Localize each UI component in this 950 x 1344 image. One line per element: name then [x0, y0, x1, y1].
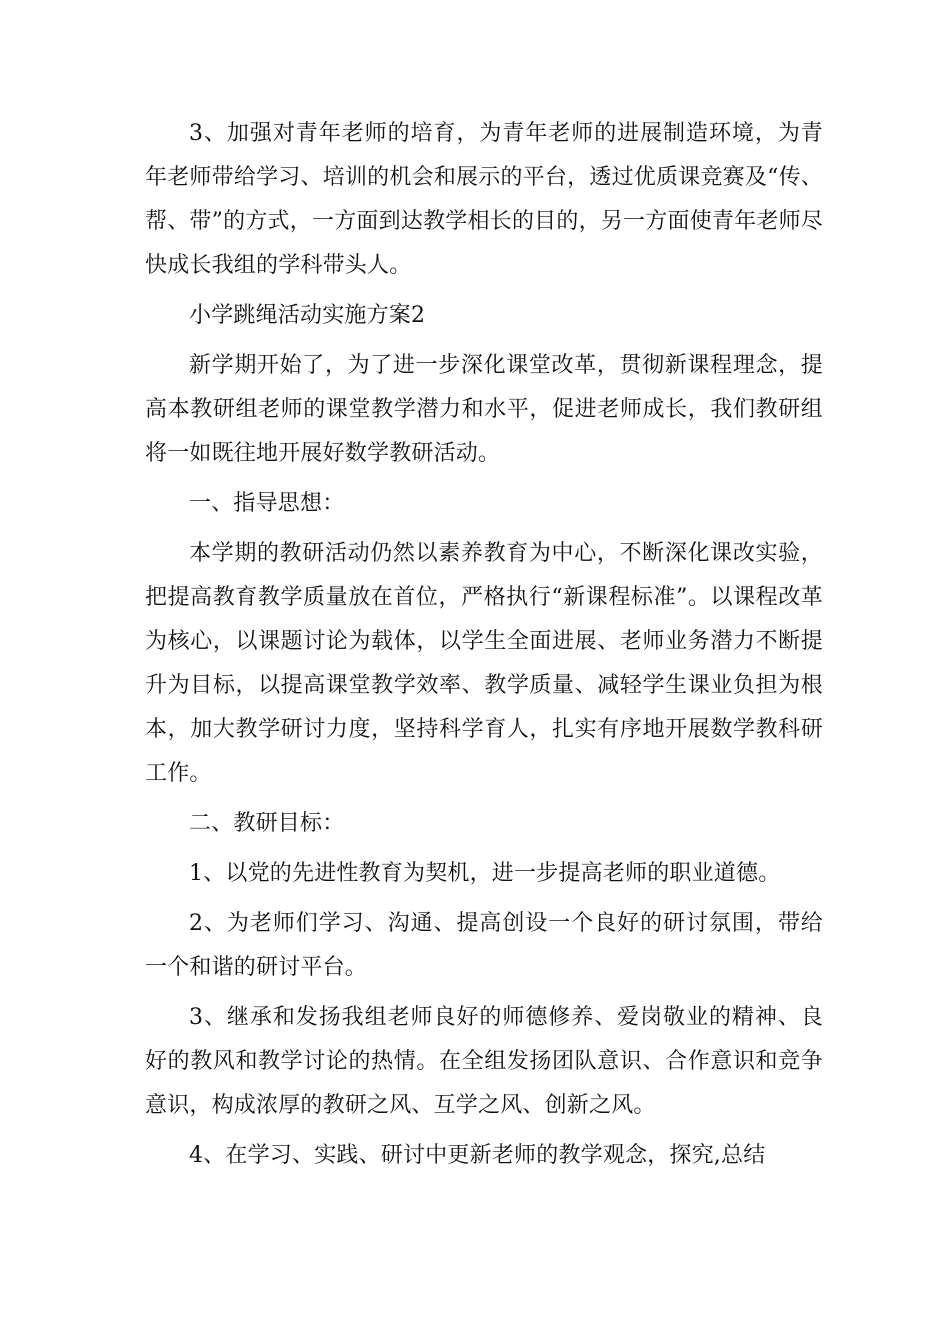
section-title: 小学跳绳活动实施方案2 — [189, 303, 426, 328]
paragraph-young-teachers: 3、加强对青年老师的培育，为青年老师的进展制造环境，为青年老师带给学习、培训的机会和展示的平台，透过优质课竞赛及“传、帮、带”的方式，一方面到达教学相长的目的，另一方面使青年老师尽快成长我组的学科带头人。 — [145, 121, 823, 278]
heading-guiding-thought: 一、指导思想： — [189, 491, 345, 516]
paragraph-intro: 新学期开始了，为了进一步深化课堂改革，贯彻新课程理念，提高本教研组老师的课堂教学潜力和水平，促进老师成长，我们教研组将一如既往地开展好数学教研活动。 — [145, 353, 823, 466]
paragraph-goal-3: 3、继承和发扬我组老师良好的师德修养、爱岗敬业的精神、良好的教风和教学讨论的热情。在全组发扬团队意识、合作意识和竞争意识，构成浓厚的教研之风、互学之风、创新之风。 — [145, 1005, 823, 1118]
document-body — [145, 112, 823, 1184]
paragraph-guiding-thought: 本学期的教研活动仍然以素养教育为中心，不断深化课改实验，把提高教育教学质量放在首位，严格执行“新课程标准”。以课程改革为核心，以课题讨论为载体，以学生全面进展、老师业务潜力不断提升为目标，以提高课堂教学效率、教学质量、减轻学生课业负担为根本，加大教学研讨力度，坚持科学育人，扎实有序地开展数学教科研工作。 — [145, 541, 823, 786]
paragraph-goal-1: 1、以党的先进性教育为契机，进一步提高老师的职业道德。 — [189, 861, 781, 886]
heading-research-goals: 二、教研目标： — [189, 811, 345, 836]
paragraph-goal-4: 4、在学习、实践、研讨中更新老师的教学观念，探究,总结 — [189, 1143, 766, 1168]
paragraph-goal-2: 2、为老师们学习、沟通、提高创设一个良好的研讨氛围，带给一个和谐的研讨平台。 — [145, 911, 823, 980]
